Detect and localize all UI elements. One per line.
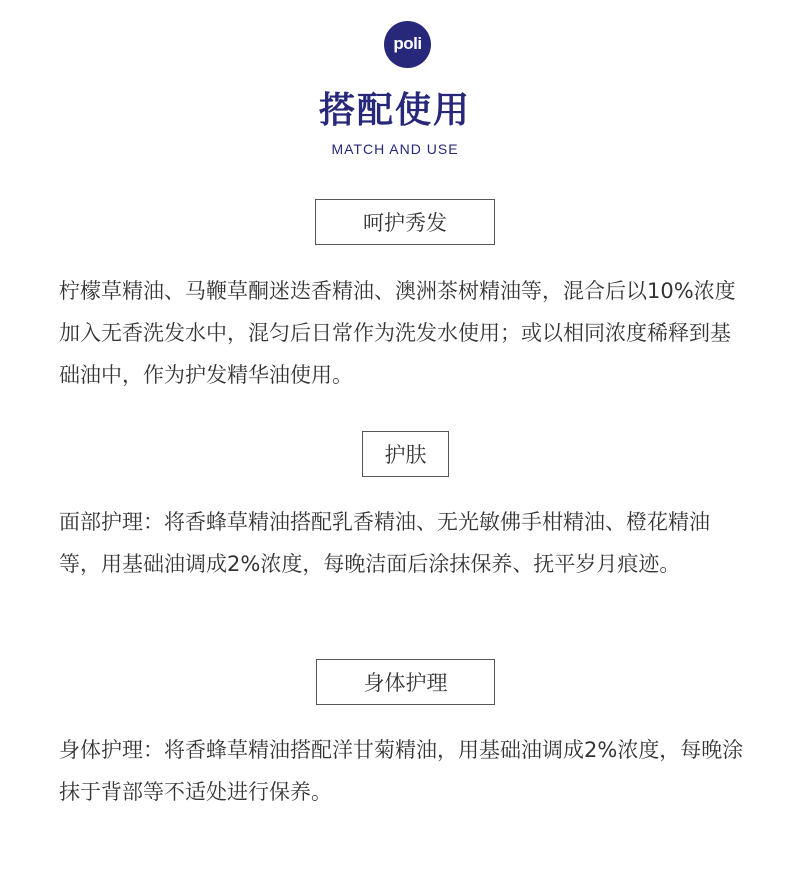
section-body-hair-care: 柠檬草精油、马鞭草酮迷迭香精油、澳洲茶树精油等，混合后以10%浓度加入无香洗发水中，混匀后日常作为洗发水使用；或以相同浓度稀释到基础油中，作为护发精华油使用。 (59, 279, 736, 387)
page-subtitle: MATCH AND USE (331, 141, 459, 157)
brand-logo (384, 21, 431, 68)
page-title: 搭配使用 (318, 89, 471, 131)
section-heading-hair-care: 呵护秀发 (315, 199, 495, 245)
section-heading-body-care: 身体护理 (316, 659, 495, 705)
section-body-skin-care: 面部护理：将香蜂草精油搭配乳香精油、无光敏佛手柑精油、橙花精油等，用基础油调成2%浓度，每晚洁面后涂抹保养、抚平岁月痕迹。 (59, 510, 710, 576)
brand-logo-text: poli (393, 34, 422, 53)
section-body-body-care: 身体护理：将香蜂草精油搭配洋甘菊精油，用基础油调成2%浓度，每晚涂抹于背部等不适处进行保养。 (59, 738, 744, 804)
section-heading-skin-care: 护肤 (362, 431, 449, 477)
